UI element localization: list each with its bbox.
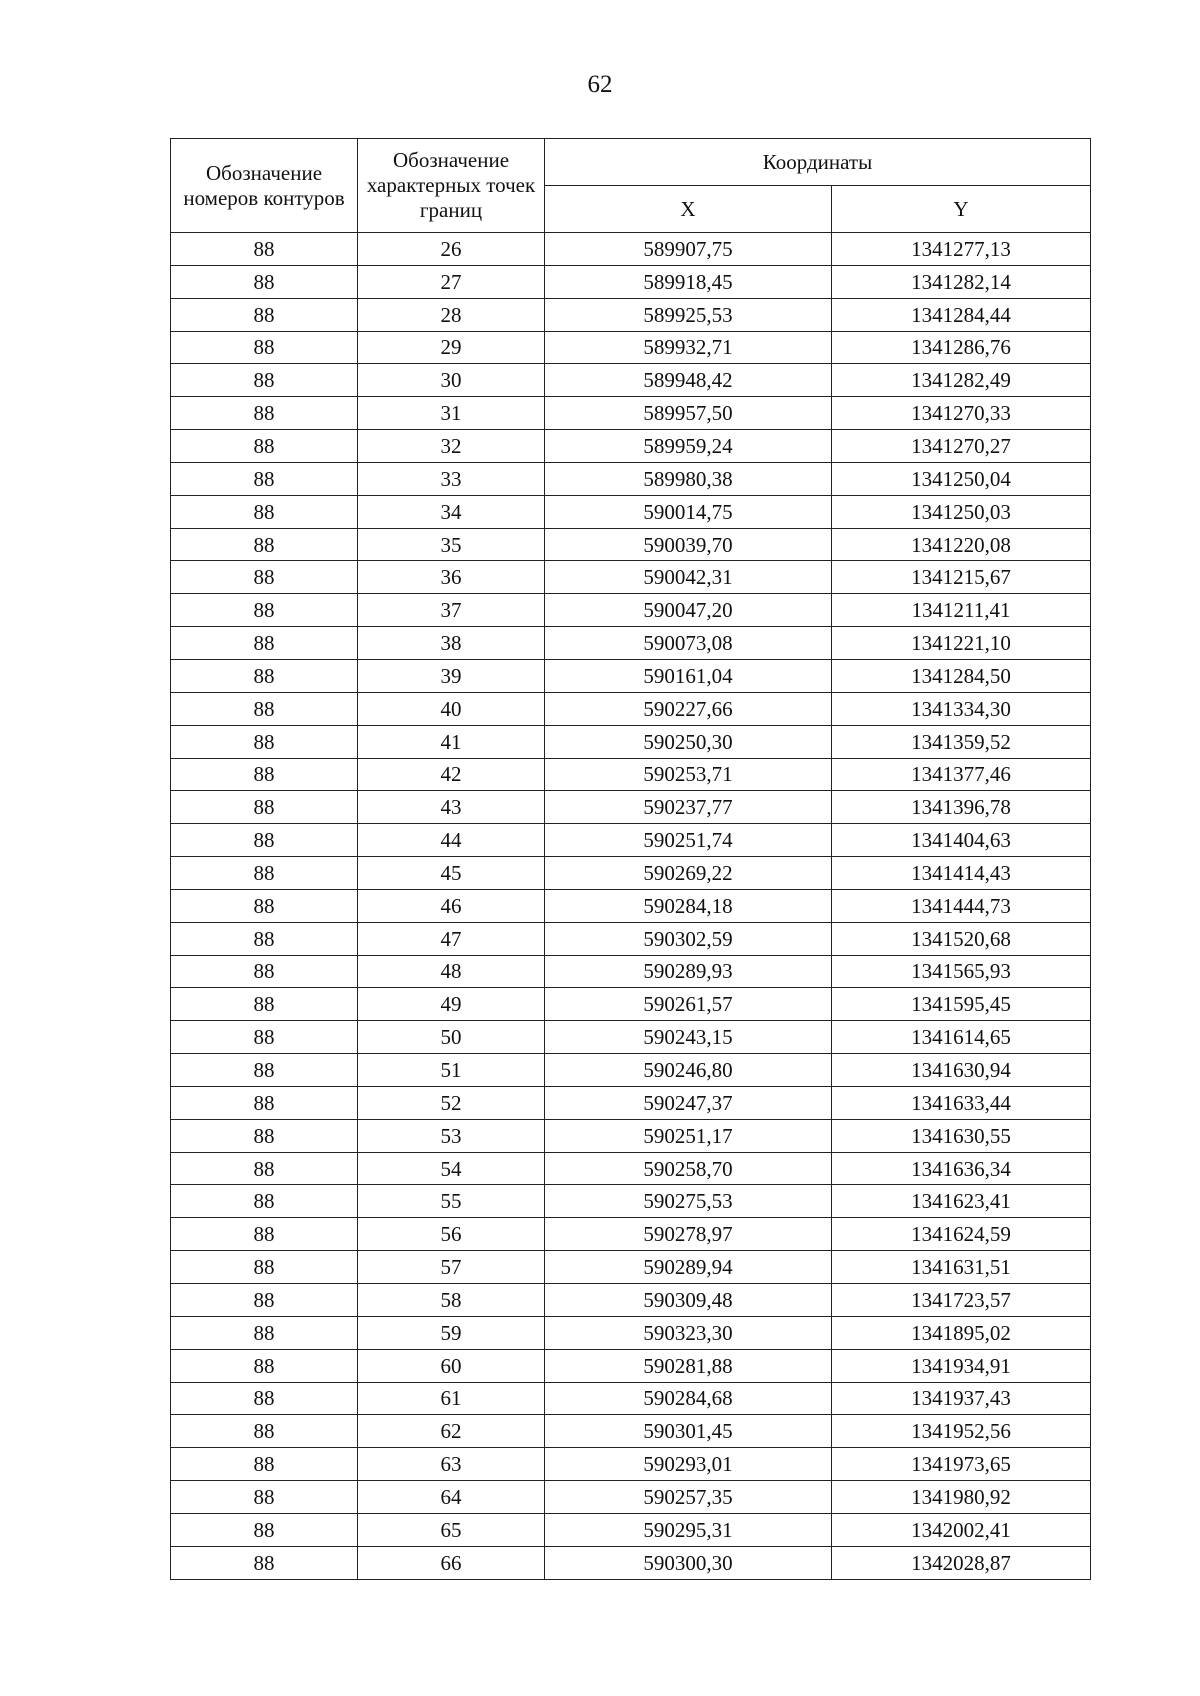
point-number-cell: 50 bbox=[358, 1021, 545, 1054]
table-row bbox=[171, 1054, 1091, 1087]
y-coordinate-cell: 1341215,67 bbox=[832, 561, 1091, 594]
y-coordinate-cell: 1341633,44 bbox=[832, 1086, 1091, 1119]
y-coordinate-cell: 1341334,30 bbox=[832, 692, 1091, 725]
contour-number-cell: 88 bbox=[171, 725, 358, 758]
table-row bbox=[171, 1119, 1091, 1152]
point-number-cell: 45 bbox=[358, 857, 545, 890]
x-coordinate-cell: 590039,70 bbox=[545, 528, 832, 561]
table-row bbox=[171, 1448, 1091, 1481]
y-coordinate-cell: 1341980,92 bbox=[832, 1481, 1091, 1514]
point-number-cell: 40 bbox=[358, 692, 545, 725]
point-number-cell: 61 bbox=[358, 1382, 545, 1415]
point-number-cell: 29 bbox=[358, 331, 545, 364]
x-coordinate-cell: 590246,80 bbox=[545, 1054, 832, 1087]
header-coordinates: Координаты bbox=[545, 139, 1091, 186]
x-coordinate-cell: 590261,57 bbox=[545, 988, 832, 1021]
contour-number-cell: 88 bbox=[171, 561, 358, 594]
y-coordinate-cell: 1342028,87 bbox=[832, 1546, 1091, 1579]
contour-number-cell: 88 bbox=[171, 659, 358, 692]
y-coordinate-cell: 1341377,46 bbox=[832, 758, 1091, 791]
contour-number-cell: 88 bbox=[171, 1218, 358, 1251]
table-row bbox=[171, 1152, 1091, 1185]
x-coordinate-cell: 590301,45 bbox=[545, 1415, 832, 1448]
y-coordinate-cell: 1341630,55 bbox=[832, 1119, 1091, 1152]
x-coordinate-cell: 590302,59 bbox=[545, 922, 832, 955]
point-number-cell: 38 bbox=[358, 627, 545, 660]
y-coordinate-cell: 1341723,57 bbox=[832, 1284, 1091, 1317]
contour-number-cell: 88 bbox=[171, 824, 358, 857]
contour-number-cell: 88 bbox=[171, 1481, 358, 1514]
y-coordinate-cell: 1341520,68 bbox=[832, 922, 1091, 955]
x-coordinate-cell: 590275,53 bbox=[545, 1185, 832, 1218]
table-row bbox=[171, 692, 1091, 725]
y-coordinate-cell: 1341282,49 bbox=[832, 364, 1091, 397]
contour-number-cell: 88 bbox=[171, 758, 358, 791]
y-coordinate-cell: 1341270,27 bbox=[832, 430, 1091, 463]
table-row bbox=[171, 233, 1091, 266]
table-row bbox=[171, 988, 1091, 1021]
table-row bbox=[171, 889, 1091, 922]
table-row bbox=[171, 725, 1091, 758]
x-coordinate-cell: 590257,35 bbox=[545, 1481, 832, 1514]
contour-number-cell: 88 bbox=[171, 265, 358, 298]
point-number-cell: 60 bbox=[358, 1349, 545, 1382]
point-number-cell: 26 bbox=[358, 233, 545, 266]
point-number-cell: 54 bbox=[358, 1152, 545, 1185]
contour-number-cell: 88 bbox=[171, 1284, 358, 1317]
x-coordinate-cell: 590247,37 bbox=[545, 1086, 832, 1119]
table-row bbox=[171, 1251, 1091, 1284]
point-number-cell: 59 bbox=[358, 1316, 545, 1349]
contour-number-cell: 88 bbox=[171, 692, 358, 725]
y-coordinate-cell: 1341286,76 bbox=[832, 331, 1091, 364]
table-row bbox=[171, 1185, 1091, 1218]
table-row bbox=[171, 627, 1091, 660]
coordinates-table bbox=[170, 138, 1091, 1580]
contour-number-cell: 88 bbox=[171, 1546, 358, 1579]
x-coordinate-cell: 590269,22 bbox=[545, 857, 832, 890]
point-number-cell: 56 bbox=[358, 1218, 545, 1251]
x-coordinate-cell: 590293,01 bbox=[545, 1448, 832, 1481]
contour-number-cell: 88 bbox=[171, 955, 358, 988]
x-coordinate-cell: 590323,30 bbox=[545, 1316, 832, 1349]
point-number-cell: 42 bbox=[358, 758, 545, 791]
y-coordinate-cell: 1341631,51 bbox=[832, 1251, 1091, 1284]
x-coordinate-cell: 590073,08 bbox=[545, 627, 832, 660]
x-coordinate-cell: 590278,97 bbox=[545, 1218, 832, 1251]
table-row bbox=[171, 364, 1091, 397]
table-row bbox=[171, 561, 1091, 594]
x-coordinate-cell: 590042,31 bbox=[545, 561, 832, 594]
contour-number-cell: 88 bbox=[171, 1054, 358, 1087]
table-row bbox=[171, 495, 1091, 528]
point-number-cell: 33 bbox=[358, 462, 545, 495]
contour-number-cell: 88 bbox=[171, 988, 358, 1021]
point-number-cell: 55 bbox=[358, 1185, 545, 1218]
y-coordinate-cell: 1341565,93 bbox=[832, 955, 1091, 988]
y-coordinate-cell: 1341359,52 bbox=[832, 725, 1091, 758]
table-row bbox=[171, 758, 1091, 791]
table-row bbox=[171, 331, 1091, 364]
y-coordinate-cell: 1341937,43 bbox=[832, 1382, 1091, 1415]
x-coordinate-cell: 590014,75 bbox=[545, 495, 832, 528]
point-number-cell: 27 bbox=[358, 265, 545, 298]
contour-number-cell: 88 bbox=[171, 298, 358, 331]
contour-number-cell: 88 bbox=[171, 1119, 358, 1152]
point-number-cell: 35 bbox=[358, 528, 545, 561]
table-row bbox=[171, 1382, 1091, 1415]
x-coordinate-cell: 590289,94 bbox=[545, 1251, 832, 1284]
y-coordinate-cell: 1341211,41 bbox=[832, 594, 1091, 627]
x-coordinate-cell: 590243,15 bbox=[545, 1021, 832, 1054]
x-coordinate-cell: 590295,31 bbox=[545, 1513, 832, 1546]
contour-number-cell: 88 bbox=[171, 1448, 358, 1481]
y-coordinate-cell: 1341277,13 bbox=[832, 233, 1091, 266]
header-y: Y bbox=[832, 186, 1091, 233]
contour-number-cell: 88 bbox=[171, 430, 358, 463]
table-row bbox=[171, 1021, 1091, 1054]
table-row bbox=[171, 955, 1091, 988]
contour-number-cell: 88 bbox=[171, 1021, 358, 1054]
point-number-cell: 43 bbox=[358, 791, 545, 824]
point-number-cell: 64 bbox=[358, 1481, 545, 1514]
x-coordinate-cell: 590250,30 bbox=[545, 725, 832, 758]
contour-number-cell: 88 bbox=[171, 791, 358, 824]
point-number-cell: 66 bbox=[358, 1546, 545, 1579]
point-number-cell: 52 bbox=[358, 1086, 545, 1119]
table-row bbox=[171, 791, 1091, 824]
x-coordinate-cell: 590309,48 bbox=[545, 1284, 832, 1317]
y-coordinate-cell: 1341595,45 bbox=[832, 988, 1091, 1021]
x-coordinate-cell: 590251,17 bbox=[545, 1119, 832, 1152]
table-body bbox=[171, 233, 1091, 1580]
x-coordinate-cell: 590237,77 bbox=[545, 791, 832, 824]
y-coordinate-cell: 1341636,34 bbox=[832, 1152, 1091, 1185]
point-number-cell: 30 bbox=[358, 364, 545, 397]
y-coordinate-cell: 1341396,78 bbox=[832, 791, 1091, 824]
contour-number-cell: 88 bbox=[171, 528, 358, 561]
y-coordinate-cell: 1341934,91 bbox=[832, 1349, 1091, 1382]
point-number-cell: 63 bbox=[358, 1448, 545, 1481]
table-row bbox=[171, 1415, 1091, 1448]
y-coordinate-cell: 1341952,56 bbox=[832, 1415, 1091, 1448]
contour-number-cell: 88 bbox=[171, 364, 358, 397]
y-coordinate-cell: 1341284,44 bbox=[832, 298, 1091, 331]
x-coordinate-cell: 590251,74 bbox=[545, 824, 832, 857]
x-coordinate-cell: 589948,42 bbox=[545, 364, 832, 397]
point-number-cell: 49 bbox=[358, 988, 545, 1021]
point-number-cell: 32 bbox=[358, 430, 545, 463]
header-contour-numbers: Обозначение номеров контуров bbox=[171, 139, 358, 233]
table-row bbox=[171, 298, 1091, 331]
x-coordinate-cell: 589918,45 bbox=[545, 265, 832, 298]
x-coordinate-cell: 590253,71 bbox=[545, 758, 832, 791]
x-coordinate-cell: 589959,24 bbox=[545, 430, 832, 463]
contour-number-cell: 88 bbox=[171, 1251, 358, 1284]
table-row bbox=[171, 397, 1091, 430]
y-coordinate-cell: 1341444,73 bbox=[832, 889, 1091, 922]
table-row bbox=[171, 922, 1091, 955]
y-coordinate-cell: 1341895,02 bbox=[832, 1316, 1091, 1349]
point-number-cell: 53 bbox=[358, 1119, 545, 1152]
point-number-cell: 57 bbox=[358, 1251, 545, 1284]
point-number-cell: 37 bbox=[358, 594, 545, 627]
y-coordinate-cell: 1341404,63 bbox=[832, 824, 1091, 857]
contour-number-cell: 88 bbox=[171, 889, 358, 922]
y-coordinate-cell: 1341973,65 bbox=[832, 1448, 1091, 1481]
table-row bbox=[171, 1218, 1091, 1251]
contour-number-cell: 88 bbox=[171, 1382, 358, 1415]
contour-number-cell: 88 bbox=[171, 397, 358, 430]
table-row bbox=[171, 462, 1091, 495]
table-row bbox=[171, 1316, 1091, 1349]
contour-number-cell: 88 bbox=[171, 1513, 358, 1546]
point-number-cell: 36 bbox=[358, 561, 545, 594]
point-number-cell: 58 bbox=[358, 1284, 545, 1317]
contour-number-cell: 88 bbox=[171, 233, 358, 266]
point-number-cell: 46 bbox=[358, 889, 545, 922]
y-coordinate-cell: 1341414,43 bbox=[832, 857, 1091, 890]
table-row bbox=[171, 528, 1091, 561]
x-coordinate-cell: 590284,68 bbox=[545, 1382, 832, 1415]
page-number: 62 bbox=[587, 71, 613, 98]
x-coordinate-cell: 589932,71 bbox=[545, 331, 832, 364]
point-number-cell: 41 bbox=[358, 725, 545, 758]
y-coordinate-cell: 1341614,65 bbox=[832, 1021, 1091, 1054]
table-row bbox=[171, 659, 1091, 692]
table-row bbox=[171, 265, 1091, 298]
point-number-cell: 44 bbox=[358, 824, 545, 857]
contour-number-cell: 88 bbox=[171, 1086, 358, 1119]
table-row bbox=[171, 1481, 1091, 1514]
contour-number-cell: 88 bbox=[171, 331, 358, 364]
y-coordinate-cell: 1341623,41 bbox=[832, 1185, 1091, 1218]
point-number-cell: 39 bbox=[358, 659, 545, 692]
contour-number-cell: 88 bbox=[171, 627, 358, 660]
x-coordinate-cell: 590258,70 bbox=[545, 1152, 832, 1185]
y-coordinate-cell: 1341221,10 bbox=[832, 627, 1091, 660]
point-number-cell: 48 bbox=[358, 955, 545, 988]
header-boundary-points: Обозначение характерных точек границ bbox=[358, 139, 545, 233]
x-coordinate-cell: 590281,88 bbox=[545, 1349, 832, 1382]
table-row bbox=[171, 430, 1091, 463]
y-coordinate-cell: 1341250,04 bbox=[832, 462, 1091, 495]
x-coordinate-cell: 589925,53 bbox=[545, 298, 832, 331]
contour-number-cell: 88 bbox=[171, 1185, 358, 1218]
y-coordinate-cell: 1341624,59 bbox=[832, 1218, 1091, 1251]
table-row bbox=[171, 1349, 1091, 1382]
x-coordinate-cell: 589957,50 bbox=[545, 397, 832, 430]
x-coordinate-cell: 589907,75 bbox=[545, 233, 832, 266]
x-coordinate-cell: 590284,18 bbox=[545, 889, 832, 922]
point-number-cell: 62 bbox=[358, 1415, 545, 1448]
y-coordinate-cell: 1341220,08 bbox=[832, 528, 1091, 561]
y-coordinate-cell: 1341282,14 bbox=[832, 265, 1091, 298]
point-number-cell: 65 bbox=[358, 1513, 545, 1546]
y-coordinate-cell: 1342002,41 bbox=[832, 1513, 1091, 1546]
y-coordinate-cell: 1341250,03 bbox=[832, 495, 1091, 528]
contour-number-cell: 88 bbox=[171, 1316, 358, 1349]
point-number-cell: 47 bbox=[358, 922, 545, 955]
contour-number-cell: 88 bbox=[171, 594, 358, 627]
x-coordinate-cell: 590047,20 bbox=[545, 594, 832, 627]
y-coordinate-cell: 1341284,50 bbox=[832, 659, 1091, 692]
y-coordinate-cell: 1341270,33 bbox=[832, 397, 1091, 430]
contour-number-cell: 88 bbox=[171, 1349, 358, 1382]
y-coordinate-cell: 1341630,94 bbox=[832, 1054, 1091, 1087]
table-header bbox=[171, 139, 1091, 233]
contour-number-cell: 88 bbox=[171, 495, 358, 528]
contour-number-cell: 88 bbox=[171, 857, 358, 890]
point-number-cell: 28 bbox=[358, 298, 545, 331]
x-coordinate-cell: 589980,38 bbox=[545, 462, 832, 495]
table-row bbox=[171, 1086, 1091, 1119]
point-number-cell: 51 bbox=[358, 1054, 545, 1087]
x-coordinate-cell: 590289,93 bbox=[545, 955, 832, 988]
contour-number-cell: 88 bbox=[171, 1152, 358, 1185]
x-coordinate-cell: 590161,04 bbox=[545, 659, 832, 692]
x-coordinate-cell: 590300,30 bbox=[545, 1546, 832, 1579]
point-number-cell: 31 bbox=[358, 397, 545, 430]
table-row bbox=[171, 857, 1091, 890]
table-row bbox=[171, 594, 1091, 627]
point-number-cell: 34 bbox=[358, 495, 545, 528]
header-x: X bbox=[545, 186, 832, 233]
table-row bbox=[171, 1546, 1091, 1579]
contour-number-cell: 88 bbox=[171, 1415, 358, 1448]
table-row bbox=[171, 1513, 1091, 1546]
table-row bbox=[171, 1284, 1091, 1317]
contour-number-cell: 88 bbox=[171, 462, 358, 495]
x-coordinate-cell: 590227,66 bbox=[545, 692, 832, 725]
contour-number-cell: 88 bbox=[171, 922, 358, 955]
table-row bbox=[171, 824, 1091, 857]
